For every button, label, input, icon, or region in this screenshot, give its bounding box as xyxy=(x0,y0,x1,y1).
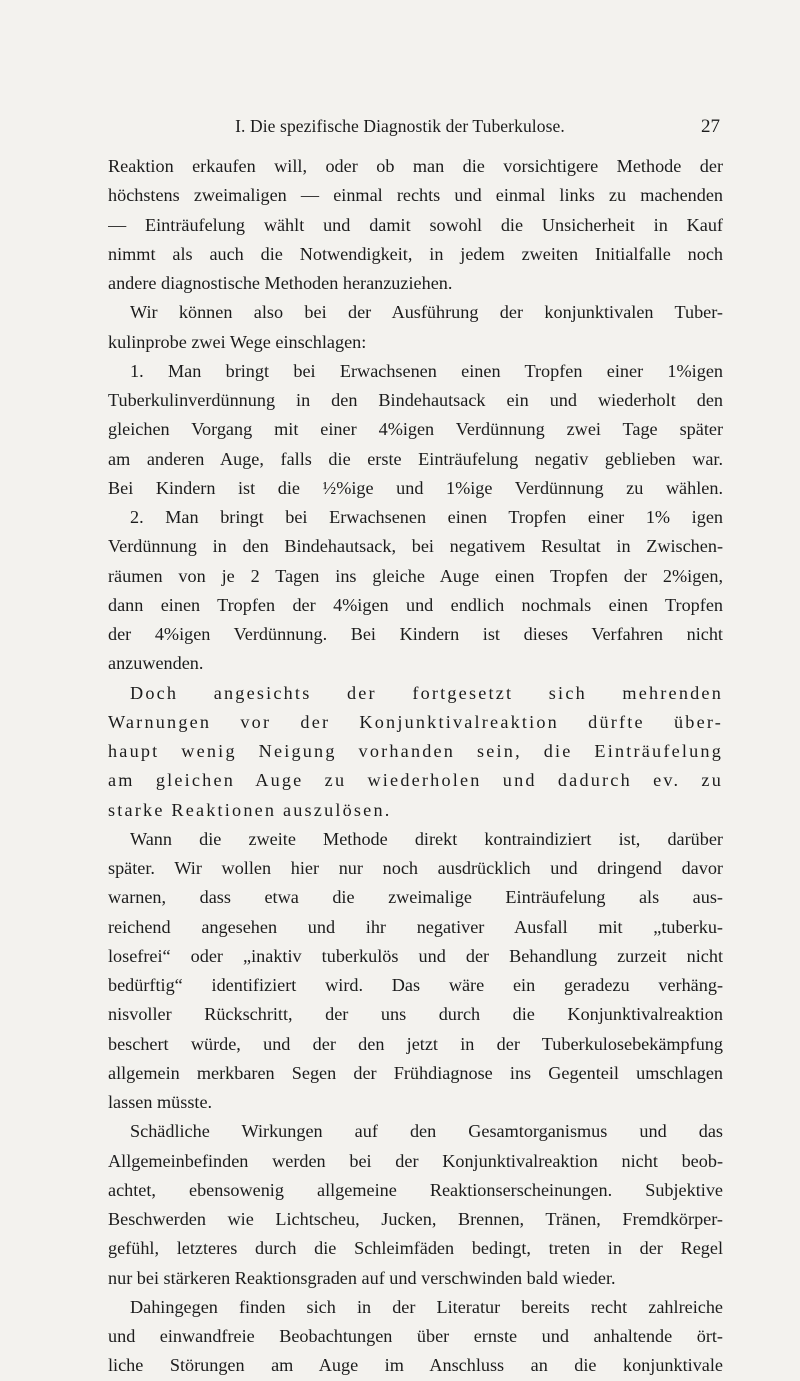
text-line: am gleichen Auge zu wiederholen und dadurch ev. zu xyxy=(108,770,723,791)
text-line: Wir können also bei der Ausführung der konjunktivalen Tuber- xyxy=(130,302,723,323)
text-line: Allgemeinbefinden werden bei der Konjunktivalreaktion nicht beob- xyxy=(108,1150,723,1171)
running-header xyxy=(0,116,800,140)
text-line: Warnungen vor der Konjunktivalreaktion dürfte über- xyxy=(108,711,723,732)
text-line: am anderen Auge, falls die erste Einträufelung negativ geblieben war. xyxy=(108,448,723,469)
text-line: Verdünnung in den Bindehautsack, bei negativem Resultat in Zwischen- xyxy=(108,536,723,557)
text-line: Wann die zweite Methode direkt kontraindiziert ist, darüber xyxy=(130,828,723,849)
text-line: nur bei stärkeren Reaktionsgraden auf und verschwinden bald wieder. xyxy=(108,1267,616,1288)
text-line: nimmt als auch die Notwendigkeit, in jedem zweiten Initialfalle noch xyxy=(108,243,723,264)
text-line: bedürftig“ identifiziert wird. Das wäre ein geradezu verhäng- xyxy=(108,975,723,995)
text-line: liche Störungen am Auge im Anschluss an die konjunktivale xyxy=(108,1355,723,1376)
text-line: reichend angesehen und ihr negativer Ausfall mit „tuberku- xyxy=(108,916,723,937)
text-line: 2. Man bringt bei Erwachsenen einen Tropfen einer 1% igen xyxy=(130,507,723,527)
text-line: lassen müsste. xyxy=(108,1092,213,1112)
body-text xyxy=(108,152,723,1381)
text-line: losefrei“ oder „inaktiv tuberkulös und der Behandlung zurzeit nicht xyxy=(108,945,723,966)
text-line: räumen von je 2 Tagen ins gleiche Auge einen Tropfen der 2%igen, xyxy=(108,565,723,586)
text-line: Reaktion erkaufen will, oder ob man die vorsichtigere Methode der xyxy=(108,156,723,176)
text-line: 1. Man bringt bei Erwachsenen einen Tropfen einer 1%igen xyxy=(130,360,723,381)
text-line: Schädliche Wirkungen auf den Gesamtorganismus und das xyxy=(130,1121,723,1142)
text-line: gleichen Vorgang mit einer 4%igen Verdünnung zwei Tage später xyxy=(108,419,723,440)
text-line: achtet, ebensowenig allgemeine Reaktionserscheinungen. Subjektive xyxy=(108,1179,723,1200)
page-number: 27 xyxy=(701,116,720,137)
text-line: der 4%igen Verdünnung. Bei Kindern ist dieses Verfahren nicht xyxy=(108,624,723,644)
text-line: später. Wir wollen hier nur noch ausdrücklich und dringend davor xyxy=(108,858,723,878)
text-line: und einwandfreie Beobachtungen über ernste und anhaltende ört- xyxy=(108,1326,723,1346)
text-line: höchstens zweimaligen — einmal rechts und einmal links zu machenden xyxy=(108,185,723,206)
text-line: kulinprobe zwei Wege einschlagen: xyxy=(108,331,367,352)
text-line: allgemein merkbaren Segen der Frühdiagnose ins Gegenteil umschlagen xyxy=(108,1062,723,1083)
text-line: starke Reaktionen auszulösen. xyxy=(108,799,392,820)
running-title: I. Die spezifische Diagnostik der Tuberkulose. xyxy=(235,116,565,136)
text-line: Dahingegen finden sich in der Literatur bereits recht zahlreiche xyxy=(130,1296,723,1317)
text-line: haupt wenig Neigung vorhanden sein, die Einträufelung xyxy=(108,741,723,761)
text-line: Doch angesichts der fortgesetzt sich mehrenden xyxy=(130,682,723,703)
text-line: dann einen Tropfen der 4%igen und endlich nochmals einen Tropfen xyxy=(108,594,723,615)
text-line: beschert würde, und der den jetzt in der Tuberkulosebekämpfung xyxy=(108,1033,723,1054)
text-line: — Einträufelung wählt und damit sowohl die Unsicherheit in Kauf xyxy=(108,214,723,235)
text-line: andere diagnostische Methoden heranzuziehen. xyxy=(108,273,453,293)
text-line: Bei Kindern ist die ½%ige und 1%ige Verdünnung zu wählen. xyxy=(108,477,723,498)
text-line: gefühl, letzteres durch die Schleimfäden bedingt, treten in der Regel xyxy=(108,1238,723,1259)
text-line: anzuwenden. xyxy=(108,653,204,674)
text-line: warnen, dass etwa die zweimalige Einträufelung als aus- xyxy=(108,887,723,908)
text-line: nisvoller Rückschritt, der uns durch die Konjunktivalreaktion xyxy=(108,1004,723,1025)
text-line: Beschwerden wie Lichtscheu, Jucken, Brennen, Tränen, Fremdkörper- xyxy=(108,1209,723,1229)
text-line: Tuberkulinverdünnung in den Bindehautsack ein und wiederholt den xyxy=(108,390,723,410)
